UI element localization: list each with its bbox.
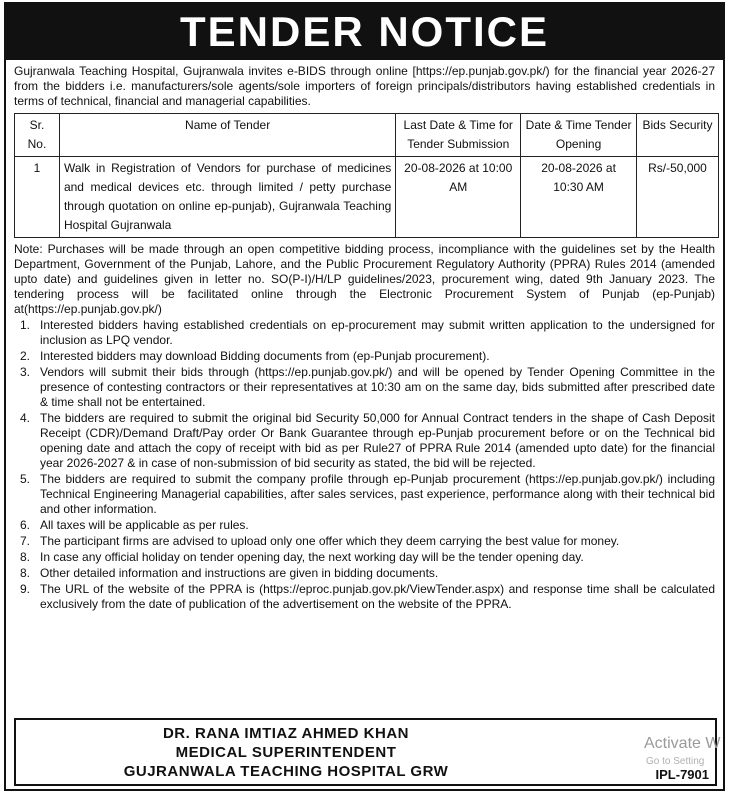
note-paragraph: Note: Purchases will be made through an open competitive bidding process, incompliance with the guidelines set by the Health Department, Government of the Punjab, Lahore, and the Public Procurement Regulatory Authority (PPRA) Rules 2014 (amended upto date) and guidelines given in letter no. SO(P-I)/H/LP guidelines/2023, procurement wing, dated 9th January 2023. The tendering process will be facilitated online through the Electronic Procurement System of Punjab (ep-Punjab) at(https://ep.punjab.gov.pk/) xyxy=(14,242,715,316)
title-banner xyxy=(6,4,723,60)
list-item-text: The bidders are required to submit the original bid Security 50,000 for Annual Contract tenders in the shape of Cash Deposit Receipt (CDR)/Demand Draft/Pay order Or Bank Guarantee through ep-Punjab procurement before or on the Technical bid opening date and attach the copy of receipt with bid as per Rule27 of PPRA Rule 2014 (amended upto date) for the financial year 2026-2027 & in case of non-submission of bid security as stated, the bid will be rejected. xyxy=(40,411,715,470)
list-item xyxy=(14,472,715,517)
header-name-of-tender: Name of Tender xyxy=(59,114,395,157)
signatory-organization: GUJRANWALA TEACHING HOSPITAL GRW xyxy=(123,763,449,780)
list-item-text: Vendors will submit their bids through (https://ep.punjab.gov.pk/) and will be opened by Tender Opening Committee in the presence of contesting contractors or their representatives at 10:30 am on the same day, bids submitted after prescribed date & time shall not be entertained. xyxy=(40,365,715,409)
activate-windows-subtext: Go to Setting xyxy=(646,756,705,767)
list-item-number: 8. xyxy=(20,550,31,564)
list-item xyxy=(14,318,715,348)
signature-block xyxy=(14,718,717,786)
signatory-designation: MEDICAL SUPERINTENDENT xyxy=(175,744,397,761)
list-item-number: 8. xyxy=(20,566,31,580)
tender-table xyxy=(14,113,719,238)
list-item xyxy=(14,534,715,549)
cell-opening-date: 20-08-2026 at 10:30 AM xyxy=(521,157,637,238)
list-item-number: 3. xyxy=(20,365,31,379)
terms-list xyxy=(6,318,723,612)
list-item-number: 4. xyxy=(20,411,31,425)
list-item xyxy=(14,349,715,364)
header-sr-no: Sr. No. xyxy=(15,114,60,157)
list-item-number: 9. xyxy=(20,582,31,596)
page-title: TENDER NOTICE xyxy=(179,8,549,55)
list-item-text: Interested bidders may download Bidding documents from (ep-Punjab procurement). xyxy=(40,349,490,363)
cell-last-date: 20-08-2026 at 10:00 AM xyxy=(396,157,521,238)
list-item-text: The URL of the website of the PPRA is (https://eproc.punjab.gov.pk/ViewTender.aspx) and response time shall be calculated exclusively from the date of publication of the advertisement on the website of the PPRA. xyxy=(40,582,715,611)
list-item-text: Other detailed information and instructions are given in bidding documents. xyxy=(40,566,439,580)
ipl-code: IPL-7901 xyxy=(655,767,709,782)
list-item xyxy=(14,582,715,612)
list-item xyxy=(14,411,715,471)
list-item-text: The participant firms are advised to upload only one offer which they deem carrying the best value for money. xyxy=(40,534,620,548)
list-item xyxy=(14,518,715,533)
list-item xyxy=(14,566,715,581)
header-bid-security: Bids Security xyxy=(637,114,719,157)
list-item xyxy=(14,550,715,565)
header-opening-date: Date & Time Tender Opening xyxy=(521,114,637,157)
signatory-name: DR. RANA IMTIAZ AHMED KHAN xyxy=(162,725,410,742)
cell-sr-no: 1 xyxy=(15,157,60,238)
list-item-text: In case any official holiday on tender opening day, the next working day will be the tender opening day. xyxy=(40,550,584,564)
tender-notice-page xyxy=(4,2,725,791)
list-item-number: 7. xyxy=(20,534,31,548)
list-item-number: 6. xyxy=(20,518,31,532)
list-item-number: 5. xyxy=(20,472,31,486)
intro-paragraph: Gujranwala Teaching Hospital, Gujranwala invites e-BIDS through online [https://ep.punjab.gov.pk/) for the financial year 2026-27 from the bidders i.e. manufacturers/sole agents/sole importers of foreign principals/distributors having established credentials in terms of technical, financial and managerial capabilities. xyxy=(14,64,715,108)
list-item-number: 2. xyxy=(20,349,31,363)
table-header-row xyxy=(15,114,719,157)
header-last-date: Last Date & Time for Tender Submission xyxy=(396,114,521,157)
list-item-text: All taxes will be applicable as per rules. xyxy=(40,518,249,532)
activate-windows-watermark: Activate W xyxy=(644,735,721,752)
list-item-number: 1. xyxy=(20,318,31,332)
cell-tender-name: Walk in Registration of Vendors for purchase of medicines and medical devices etc. through limited / petty purchase through quotation on online ep-punjab), Gujranwala Teaching Hospital Gujranwala xyxy=(59,157,395,238)
table-row xyxy=(15,157,719,238)
list-item xyxy=(14,365,715,410)
list-item-text: Interested bidders having established credentials on ep-procurement may submit written application to the undersigned for inclusion as LPQ vendor. xyxy=(40,318,715,347)
list-item-text: The bidders are required to submit the company profile through ep-Punjab procurement (https://ep.punjab.gov.pk/) including Technical Engineering Managerial capabilities, after sales services, past experience, performance along with their technical bid and other information. xyxy=(40,472,715,516)
cell-bid-security: Rs/-50,000 xyxy=(637,157,719,238)
